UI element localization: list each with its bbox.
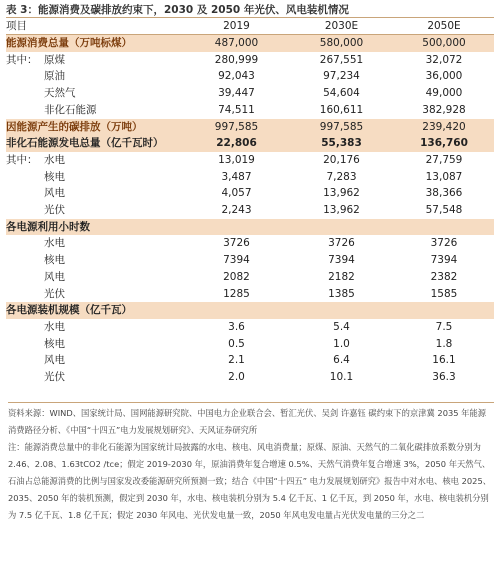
energy-total-row — [6, 35, 494, 52]
cell-value: 13,962 — [323, 187, 360, 200]
row-label-text: 风电 — [44, 270, 65, 283]
cell-value: 2.1 — [228, 354, 245, 367]
row-label-text: 风电 — [44, 187, 65, 200]
cell-value: 13,962 — [323, 204, 360, 217]
table-row — [6, 102, 494, 119]
cell-value: 7394 — [223, 254, 250, 267]
row-label-text: 非化石能源 — [44, 103, 97, 116]
cell-value: 3726 — [328, 237, 355, 250]
cell-value: 3726 — [430, 237, 458, 250]
cell-value: 997,585 — [289, 119, 394, 136]
cell-value: 4,057 — [221, 187, 252, 200]
row-label — [6, 102, 184, 119]
cell-value: 1385 — [328, 287, 355, 300]
row-label-text: 水电 — [44, 153, 65, 166]
cell-value: 36.3 — [432, 371, 456, 384]
empty-cell — [184, 219, 289, 236]
cell-value: 5.4 — [333, 320, 350, 333]
cell-value: 382,928 — [422, 103, 466, 116]
empty-cell — [289, 219, 394, 236]
row-label — [6, 52, 184, 69]
cell-value: 280,999 — [214, 53, 259, 66]
cell-value: 500,000 — [394, 35, 494, 52]
row-label — [6, 352, 184, 369]
row-label-text: 风电 — [44, 354, 65, 367]
row-prefix: 其中： — [6, 153, 38, 166]
row-label — [6, 319, 184, 336]
hours-section-row — [6, 219, 494, 236]
table-row — [6, 269, 494, 286]
table-row — [6, 85, 494, 102]
cell-value: 2,243 — [221, 204, 252, 217]
empty-cell — [184, 302, 289, 319]
cell-value: 13,087 — [425, 170, 463, 183]
cell-value: 92,043 — [218, 70, 255, 83]
table-row — [6, 68, 494, 85]
cell-value: 136,760 — [394, 135, 494, 152]
cell-value: 54,604 — [323, 87, 360, 100]
empty-cell — [394, 302, 494, 319]
cell-value: 57,548 — [425, 204, 463, 217]
empty-cell — [289, 302, 394, 319]
assumption-note: 注：能源消费总量中的非化石能源为国家统计局披露的水电、核电、风电消费量；原煤、原油、天然气的二氧化碳排放系数分别为 2.46、2.08、1.63tCO2 /tce；假定 2019-2030 年，原油消费年复合增速 0.5%、天然气消费年复合增速 3%，2050 年天然气、石油占总能源消费的比例与国家发改委能源研究所预测一致；结合《中国“十四五” 电力发展规划研究》报告中对水电、核电 2025、2035、2050 年的装机预测，假定到 2030 年，水电、核电装机分别为 5.4 亿千瓦、1 亿千瓦，到 2050 年，水电、核电装机分别为 7.5 亿千瓦、1.8 亿千瓦；假定 2030 年风电、光伏发电量一致，2050 年风电发电量占光伏发电量的三分之二 — [8, 442, 492, 520]
row-label — [6, 169, 184, 186]
cell-value: 38,366 — [425, 187, 463, 200]
row-label — [6, 152, 184, 169]
cell-value: 74,511 — [218, 103, 255, 116]
cell-value: 1585 — [430, 287, 458, 300]
table-row — [6, 202, 494, 219]
row-label — [6, 185, 184, 202]
footnotes — [8, 402, 494, 524]
cell-value: 97,234 — [323, 70, 360, 83]
cell-value: 3,487 — [221, 170, 252, 183]
row-prefix: 其中： — [6, 53, 38, 66]
row-label — [6, 252, 184, 269]
source-note: 资料来源：WIND、国家统计局、国网能源研究院、中国电力企业联合会、暂汇光伏、吴剑 许嘉钰 碳约束下的京津冀 2035 年能源消费路径分析、《中国“十四五”电力发展规划研究》、天风证券研究所 — [8, 408, 487, 435]
table-row — [6, 235, 494, 252]
nonfossil-label: 非化石能源发电总量（亿千瓦时） — [6, 135, 184, 152]
row-label-text: 光伏 — [44, 287, 65, 300]
cell-value: 7.5 — [435, 320, 453, 333]
cell-value: 20,176 — [323, 153, 360, 166]
row-label-text: 天然气 — [44, 87, 76, 100]
header-2019: 2019 — [184, 18, 289, 35]
cell-value: 6.4 — [333, 354, 350, 367]
cell-value: 13,019 — [218, 153, 255, 166]
cell-value: 160,611 — [319, 103, 364, 116]
header-2030e: 2030E — [289, 18, 394, 35]
cell-value: 3726 — [223, 237, 250, 250]
cell-value: 2.0 — [228, 371, 245, 384]
cell-value: 22,806 — [184, 135, 289, 152]
table-row — [6, 336, 494, 353]
header-row — [6, 18, 494, 35]
cell-value: 7,283 — [326, 170, 357, 183]
cell-value: 2082 — [223, 270, 250, 283]
cell-value: 580,000 — [289, 35, 394, 52]
header-2050e: 2050E — [394, 18, 494, 35]
cell-value: 27,759 — [425, 153, 463, 166]
row-label — [6, 68, 184, 85]
table-row — [6, 369, 494, 386]
row-label — [6, 369, 184, 386]
cell-value: 39,447 — [218, 87, 255, 100]
table-title: 表 3：能源消费及碳排放约束下，2030 及 2050 年光伏、风电装机情况 — [6, 4, 349, 16]
row-label-text: 核电 — [44, 170, 65, 183]
table-row — [6, 319, 494, 336]
cell-value: 1.0 — [333, 337, 350, 350]
nonfossil-row — [6, 135, 494, 152]
row-label-text: 水电 — [44, 237, 65, 250]
table-body — [6, 18, 494, 386]
cell-value: 1.8 — [435, 337, 453, 350]
table-row — [6, 252, 494, 269]
row-label-text: 核电 — [44, 254, 65, 267]
cell-value: 10.1 — [329, 371, 354, 384]
cell-value: 3.6 — [228, 320, 245, 333]
capacity-section-row — [6, 302, 494, 319]
data-table — [6, 17, 494, 386]
empty-cell — [394, 219, 494, 236]
row-label-text: 光伏 — [44, 371, 65, 384]
cell-value: 1285 — [223, 287, 250, 300]
cell-value: 997,585 — [184, 119, 289, 136]
table-row — [6, 352, 494, 369]
cell-value: 16.1 — [432, 354, 456, 367]
cell-value: 7394 — [328, 254, 355, 267]
cell-value: 2382 — [430, 270, 458, 283]
energy-total-label: 能源消费总量（万吨标煤） — [6, 35, 184, 52]
row-label-text: 原油 — [44, 70, 65, 83]
row-label-text: 光伏 — [44, 204, 65, 217]
row-label — [6, 336, 184, 353]
cell-value: 49,000 — [425, 87, 463, 100]
capacity-label: 各电源装机规模（亿千瓦） — [6, 302, 184, 319]
table-row — [6, 52, 494, 69]
cell-value: 36,000 — [425, 70, 463, 83]
table-row — [6, 185, 494, 202]
cell-value: 0.5 — [228, 337, 245, 350]
row-label — [6, 85, 184, 102]
cell-value: 55,383 — [289, 135, 394, 152]
row-label-text: 原煤 — [44, 53, 65, 66]
row-label-text: 核电 — [44, 337, 65, 350]
table-row — [6, 169, 494, 186]
table-row — [6, 286, 494, 303]
row-label — [6, 235, 184, 252]
row-label-text: 水电 — [44, 320, 65, 333]
cell-value: 32,072 — [425, 53, 463, 66]
cell-value: 267,551 — [319, 53, 364, 66]
carbon-label: 因能源产生的碳排放（万吨） — [6, 119, 184, 136]
table-row — [6, 152, 494, 169]
cell-value: 487,000 — [184, 35, 289, 52]
header-item: 项目 — [6, 18, 184, 35]
cell-value: 2182 — [328, 270, 355, 283]
row-label — [6, 286, 184, 303]
row-label — [6, 269, 184, 286]
cell-value: 239,420 — [394, 119, 494, 136]
cell-value: 7394 — [430, 254, 458, 267]
row-label — [6, 202, 184, 219]
carbon-row — [6, 119, 494, 136]
hours-label: 各电源利用小时数 — [6, 219, 184, 236]
